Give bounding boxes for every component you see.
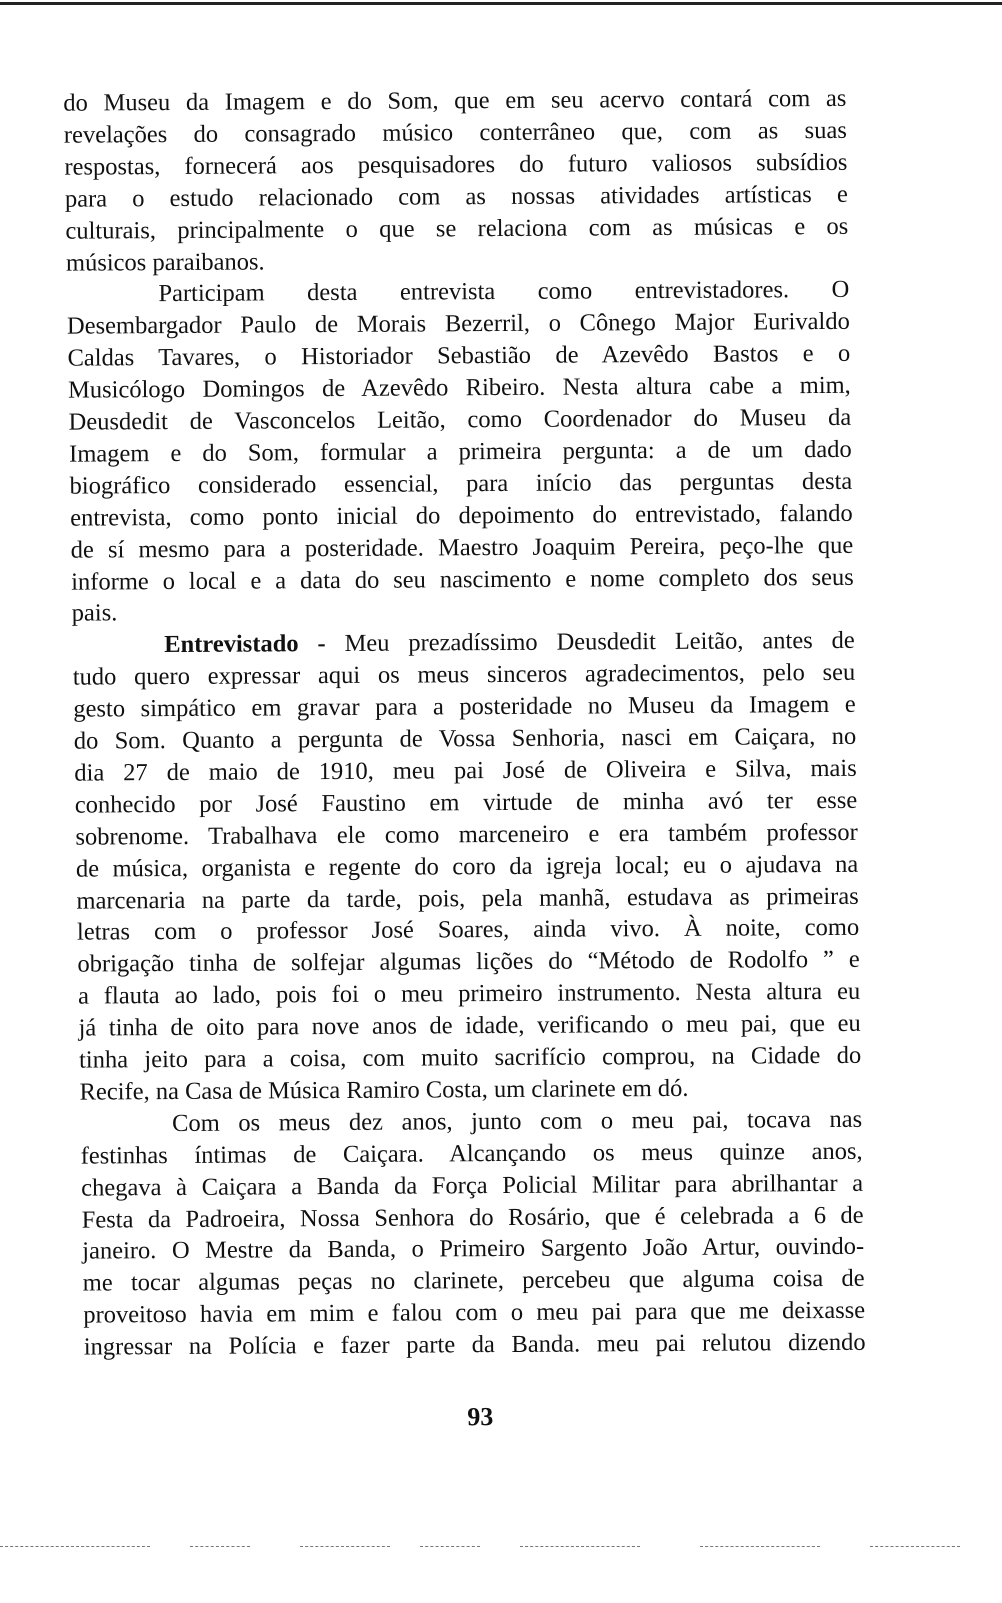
scan-artifact (300, 1546, 390, 1548)
text-line (69, 403, 852, 438)
line-text: Com os meus dez anos, junto com o meu pai, tocava nas (172, 1105, 863, 1137)
line-text: tudo quero expressar aqui os meus sinceros agradecimentos, pelo seu (72, 659, 856, 691)
text-line (83, 1296, 865, 1331)
line-text: pais. (71, 599, 118, 628)
text-line (64, 116, 847, 151)
line-text: de sí mesmo para a posteridade. Maestro Joaquim Pereira, peço-lhe que (70, 531, 854, 564)
text-line (82, 1232, 864, 1267)
text-line (76, 881, 858, 916)
text-line (66, 243, 849, 278)
line-text: a flauta ao lado, pois foi o meu primeiro instrumento. Nesta altura eu (77, 977, 861, 1010)
line-text: biográfico considerado essencial, para início das perguntas desta (69, 467, 853, 500)
line-text: proveitoso havia em mim e falou com o meu pai para que me deixasse (83, 1296, 866, 1329)
line-text: festinhas íntimas de Caiçara. Alcançando os meus quinze anos, (80, 1137, 863, 1170)
text-line (76, 849, 858, 884)
line-text: já tinha de oito para nove anos de idade, verificando o meu pai, que eu (78, 1009, 861, 1042)
text-line (83, 1264, 865, 1299)
line-text: me tocar algumas peças no clarinete, percebeu que alguma coisa de (82, 1265, 865, 1297)
line-text: marcenaria na parte da tarde, pois, pela manhã, estudava as primeiras (76, 882, 859, 915)
line-text: Caldas Tavares, o Historiador Sebastião de Azevêdo Bastos e o (67, 340, 851, 372)
text-line (80, 1073, 862, 1108)
line-text: Desembargador Paulo de Morais Bezerril, o Cônego Major Eurivaldo (66, 308, 850, 340)
text-line (69, 435, 852, 470)
line-text: Imagem e do Som, formular a primeira pergunta: a de um dado (69, 435, 852, 468)
text-line (74, 722, 857, 757)
scan-artifact (520, 1546, 640, 1548)
line-text: respostas, fornecerá aos pesquisadores do futuro valiosos subsídios (64, 148, 848, 181)
text-line (68, 371, 851, 406)
text-line (71, 530, 854, 565)
text-line (82, 1200, 864, 1235)
line-text: Deusdedit de Vasconcelos Leitão, como Coordenador do Museu da (68, 403, 852, 436)
text-line (65, 211, 848, 246)
text-line (63, 84, 846, 119)
line-text: obrigação tinha de solfejar algumas lições do “Método de Rodolfo ” e (77, 946, 860, 978)
line-text: culturais, principalmente o que se relaciona com as músicas e os (65, 212, 849, 245)
text-line (75, 786, 857, 821)
text-line (78, 977, 860, 1012)
speaker-label: Entrevistado - (164, 630, 326, 659)
line-text: para o estudo relacionado com as nossas atividades artísticas e (64, 180, 848, 213)
text-line (77, 913, 859, 948)
line-text: conhecido por José Faustino em virtude de minha avó ter esse (74, 786, 858, 819)
text-line (67, 339, 850, 374)
text-line (77, 945, 859, 980)
line-text: músicos paraibanos. (65, 247, 265, 277)
text-line (164, 626, 855, 660)
text-line (73, 658, 856, 693)
text-line (65, 180, 848, 215)
line-text: Musicólogo Domingos de Azevêdo Ribeiro. Nesta altura cabe a mim, (67, 371, 851, 404)
line-text: Festa da Padroeira, Nossa Senhora do Rosário, que é celebrada a 6 de (81, 1201, 864, 1234)
scan-artifact (870, 1546, 960, 1548)
line-text: dia 27 de maio de 1910, meu pai José de Oliveira e Silva, mais (74, 754, 857, 787)
scan-artifact (190, 1546, 250, 1548)
scan-artifact (420, 1546, 480, 1548)
line-text: entrevista, como ponto inicial do depoimento do entrevistado, falando (70, 499, 853, 532)
line-text: gesto simpático em gravar para a posteridade no Museu da Imagem e (73, 690, 856, 723)
text-line (78, 1009, 860, 1044)
line-text: do Som. Quanto a pergunta de Vossa Senhoria, nasci em Caiçara, no (73, 722, 857, 755)
line-text: Participam desta entrevista como entrevistadores. O (158, 276, 850, 308)
line-text: ingressar na Polícia e fazer parte da Banda. meu pai relutou dizendo (83, 1328, 866, 1361)
text-line (73, 690, 856, 725)
scan-artifact (0, 1546, 150, 1548)
text-line (74, 754, 857, 789)
text-line (172, 1105, 862, 1139)
text-line (81, 1136, 863, 1171)
text-line (84, 1328, 866, 1363)
line-text: revelações do consagrado músico conterrâneo que, com as suas (63, 116, 847, 149)
text-line (64, 148, 847, 183)
text-line (72, 594, 855, 629)
text-line (70, 499, 853, 534)
text-line (75, 818, 857, 853)
line-text: tinha jeito para a coisa, com muito sacrifício comprou, na Cidade do (78, 1041, 862, 1074)
text-line (71, 562, 854, 597)
scan-artifact (700, 1546, 820, 1548)
line-text: Recife, na Casa de Música Ramiro Costa, um clarinete em dó. (79, 1074, 689, 1106)
line-text: Meu prezadíssimo Deusdedit Leitão, antes de (344, 627, 855, 658)
line-text: chegava à Caiçara a Banda da Força Policial Militar para abrilhantar a (81, 1169, 864, 1202)
text-line (158, 275, 849, 309)
page-number: 93 (467, 1402, 494, 1432)
line-text: do Museu da Imagem e do Som, que em seu acervo contará com as (63, 84, 847, 117)
text-line (79, 1041, 861, 1076)
line-text: informe o local e a data do seu nascimento e nome completo dos seus (71, 563, 854, 596)
line-text: de música, organista e regente do coro da igreja local; eu o ajudava na (75, 850, 859, 883)
line-text: sobrenome. Trabalhava ele como marceneiro e era também professor (75, 818, 858, 851)
line-text: janeiro. O Mestre da Banda, o Primeiro Sargento João Artur, ouvindo- (82, 1233, 865, 1265)
text-line (67, 307, 850, 342)
text-line (70, 467, 853, 502)
text-line (81, 1168, 863, 1203)
line-text: letras com o professor José Soares, ainda vivo. À noite, como (76, 914, 860, 946)
